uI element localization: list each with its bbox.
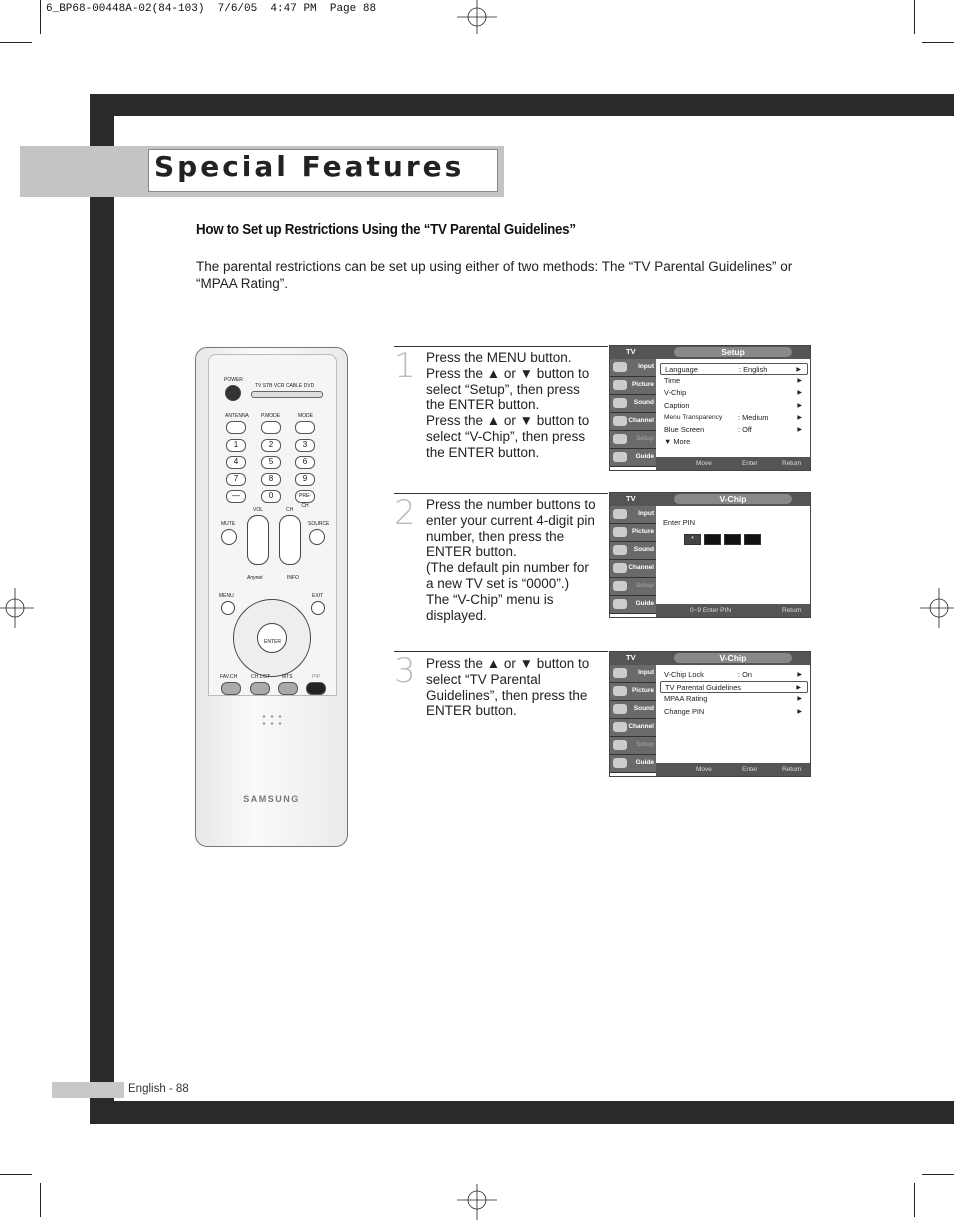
sidebar-item-channel[interactable]: Channel (610, 719, 656, 737)
header-band (90, 94, 954, 116)
enter-button[interactable] (257, 623, 287, 653)
mute-label: MUTE (221, 521, 236, 527)
registration-mark-icon (457, 1180, 497, 1220)
favch-button[interactable] (221, 682, 241, 695)
step-line: Press the ▲ or ▼ button to (426, 413, 590, 429)
picture-icon (613, 527, 627, 537)
pip-label: PIP (312, 674, 321, 680)
crop-mark (0, 1174, 32, 1175)
enter-label: ENTER (264, 639, 281, 645)
exit-label: EXIT (312, 593, 324, 599)
sidebar-item-picture[interactable]: Picture (610, 377, 656, 395)
source-button[interactable] (309, 529, 325, 545)
arrow-right-icon: ▶ (797, 426, 802, 433)
sidebar-item-picture[interactable]: Picture (610, 683, 656, 701)
pin-digit-box[interactable] (704, 534, 721, 545)
screen-sidebar (610, 359, 656, 467)
sound-icon (613, 398, 627, 408)
tv-label: TV (626, 653, 636, 662)
step-divider (394, 651, 608, 652)
brand-logo: SAMSUNG (243, 794, 300, 804)
guide-icon (613, 599, 627, 609)
digit-button[interactable]: 9 (295, 473, 315, 486)
digit-button[interactable]: 4 (226, 456, 246, 469)
footer-move: Move (696, 460, 712, 467)
step-line: displayed. (426, 607, 487, 623)
setup-icon (613, 434, 627, 444)
exit-button[interactable] (311, 601, 325, 615)
registration-mark-icon (914, 588, 954, 628)
digit-button[interactable]: 5 (261, 456, 281, 469)
step-line: number, then press the (426, 528, 565, 544)
pin-prompt: Enter PIN (663, 518, 696, 527)
screen-sidebar (610, 506, 656, 614)
sound-icon (613, 704, 627, 714)
footer-band (90, 1101, 954, 1124)
channel-icon (613, 563, 627, 573)
arrow-right-icon: ▶ (796, 367, 801, 373)
step-line: the ENTER button. (426, 444, 540, 460)
step-number: 3 (394, 651, 416, 691)
chlist-label: CH.LIST (251, 674, 271, 680)
arrow-right-icon: ▶ (797, 390, 802, 397)
sidebar-item-channel[interactable]: Channel (610, 560, 656, 578)
picture-icon (613, 380, 627, 390)
arrow-right-icon: ▶ (797, 378, 802, 385)
sound-icon (613, 545, 627, 555)
dash-button[interactable]: — (226, 490, 246, 503)
arrow-right-icon: ▶ (797, 414, 802, 421)
page-number: English - 88 (128, 1083, 189, 1095)
screen-sidebar (610, 665, 656, 773)
mute-button[interactable] (221, 529, 237, 545)
sidebar-item-setup[interactable]: Setup (610, 578, 656, 596)
footer-move: Move (696, 766, 712, 773)
menu-title: V-Chip (674, 494, 792, 504)
input-icon (613, 668, 627, 678)
pip-button[interactable] (306, 682, 326, 695)
sidebar-item-guide[interactable]: Guide (610, 755, 656, 773)
info-label: INFO (287, 575, 299, 581)
footer-return: Return (782, 607, 802, 614)
footer-enter: Enter (742, 766, 758, 773)
digit-button[interactable]: 6 (295, 456, 315, 469)
screen-footer (656, 763, 810, 776)
menu-item-vchip-lock[interactable]: V-Chip Lock : On ▶ (664, 670, 802, 679)
step-number: 1 (394, 346, 416, 386)
channel-icon (613, 722, 627, 732)
step-line: enter your current 4-digit pin (426, 512, 595, 528)
channel-icon (613, 416, 627, 426)
screen-footer (656, 604, 810, 617)
setup-menu-screen (609, 345, 811, 471)
screen-footer (656, 457, 810, 470)
guide-icon (613, 758, 627, 768)
setup-icon (613, 740, 627, 750)
crop-mark (914, 0, 915, 34)
favch-label: FAV.CH (220, 674, 238, 680)
mts-button[interactable] (278, 682, 298, 695)
pin-digit-box[interactable] (744, 534, 761, 545)
sidebar-item-picture[interactable]: Picture (610, 524, 656, 542)
sidebar-item-sound[interactable]: Sound (610, 395, 656, 413)
step-line: the ENTER button. (426, 397, 540, 413)
menu-item-language[interactable]: Language : English ▶ (660, 363, 808, 375)
sidebar-item-sound[interactable]: Sound (610, 542, 656, 560)
input-icon (613, 362, 627, 372)
pin-digit-box[interactable] (724, 534, 741, 545)
step-line: select “V-Chip”, then press (426, 428, 586, 444)
sidebar-item-guide[interactable]: Guide (610, 596, 656, 614)
menu-list (660, 669, 808, 718)
sidebar-item-input[interactable]: Input (610, 359, 656, 377)
digit-button[interactable]: 2 (261, 439, 281, 452)
remote-button-panel (208, 354, 337, 696)
vchip-pin-screen (609, 492, 811, 618)
arrow-right-icon: ▶ (796, 685, 801, 692)
step-line: Press the number buttons to (426, 497, 596, 512)
step-line: ENTER button. (426, 544, 517, 560)
step-number: 2 (394, 493, 416, 533)
arrow-right-icon: ▶ (797, 696, 802, 703)
vchip-menu-screen (609, 651, 811, 777)
ir-dots (260, 713, 284, 727)
intro-paragraph: The parental restrictions can be set up using either of two methods: The “TV Parental Guidelines” or “MPAA Rating”. (196, 259, 793, 291)
step-divider (394, 346, 608, 347)
antenna-button[interactable] (226, 421, 246, 434)
menu-title: V-Chip (674, 653, 792, 663)
sidebar-item-channel[interactable]: Channel (610, 413, 656, 431)
mode-labels: TV STB VCR CABLE DVD (255, 383, 315, 389)
input-icon (613, 509, 627, 519)
guide-icon (613, 452, 627, 462)
crop-mark (914, 1183, 915, 1217)
mode-button[interactable] (295, 421, 315, 434)
step-line: Press the MENU button. (426, 350, 572, 365)
source-label: SOURCE (308, 521, 330, 527)
step-line: ENTER button. (426, 703, 517, 719)
power-label: POWER (224, 377, 243, 383)
arrow-right-icon: ▶ (797, 402, 802, 409)
sidebar-item-input[interactable]: Input (610, 506, 656, 524)
prech-button[interactable]: PRE-CH (295, 490, 315, 503)
mode-slider[interactable] (251, 391, 323, 398)
channel-rocker[interactable] (279, 515, 301, 565)
footer-tab (52, 1082, 124, 1098)
sidebar-item-setup[interactable]: Setup (610, 431, 656, 449)
sidebar-item-sound[interactable]: Sound (610, 701, 656, 719)
arrow-right-icon: ▶ (797, 672, 802, 678)
menu-item-vchip[interactable]: V-Chip ▶ (664, 388, 802, 398)
sidebar-item-setup[interactable]: Setup (610, 737, 656, 755)
step-line: Press the ▲ or ▼ button to (426, 365, 590, 381)
step-1-text (426, 350, 610, 461)
volume-rocker[interactable] (247, 515, 269, 565)
tv-label: TV (626, 494, 636, 503)
step-line: select “Setup”, then press (426, 381, 580, 397)
registration-mark-icon (0, 588, 40, 628)
chlist-button[interactable] (250, 682, 270, 695)
footer-return: Return (782, 766, 802, 773)
pmode-label: P.MODE (261, 413, 281, 419)
remote-control (195, 347, 348, 847)
digit-button[interactable]: 7 (226, 473, 246, 486)
digit-button[interactable]: 8 (261, 473, 281, 486)
sidebar-item-guide[interactable]: Guide (610, 449, 656, 467)
sidebar-item-input[interactable]: Input (610, 665, 656, 683)
menu-button[interactable] (221, 601, 235, 615)
footer-enter-pin: 0~9 Enter PIN (690, 607, 732, 614)
mode-label: MODE (298, 413, 313, 419)
arrow-right-icon: ▶ (797, 708, 802, 715)
digit-button[interactable]: 0 (261, 490, 281, 503)
menu-item-transparency[interactable]: Menu Transparency : Medium ▶ (664, 412, 802, 422)
vol-label: VOL (253, 507, 264, 513)
menu-list (660, 363, 808, 448)
crop-mark (922, 1174, 954, 1175)
step-2-text (426, 497, 610, 623)
pin-digit-box[interactable]: * (684, 534, 701, 545)
menu-item-change-pin[interactable]: Change PIN ▶ (664, 706, 802, 716)
power-button[interactable] (225, 385, 241, 401)
menu-label: MENU (219, 593, 234, 599)
menu-item-mpaa-rating[interactable]: MPAA Rating ▶ (664, 694, 802, 704)
print-slug: 6_BP68-00448A-02(84-103) 7/6/05 4:47 PM Page 88 (46, 3, 377, 15)
footer-return: Return (782, 460, 802, 467)
pmode-button[interactable] (261, 421, 281, 434)
mts-label: MTS (282, 674, 293, 680)
crop-mark (922, 42, 954, 43)
digit-button[interactable]: 1 (226, 439, 246, 452)
page-title: Special Features (154, 150, 465, 183)
step-line: Press the ▲ or ▼ button to (426, 656, 590, 671)
registration-mark-icon (457, 0, 497, 40)
crop-mark (40, 1183, 41, 1217)
menu-item-blue-screen[interactable]: Blue Screen : Off ▶ (664, 424, 802, 434)
step-line: (The default pin number for (426, 560, 589, 576)
setup-icon (613, 581, 627, 591)
antenna-label: ANTENNA (225, 413, 249, 419)
menu-item-caption[interactable]: Caption ▶ (664, 400, 802, 410)
menu-item-tv-parental-guidelines[interactable]: TV Parental Guidelines ▶ (660, 681, 808, 693)
digit-button[interactable]: 3 (295, 439, 315, 452)
left-band (90, 94, 114, 1124)
ch-label: CH (286, 507, 294, 513)
menu-item-time[interactable]: Time ▶ (664, 376, 802, 386)
crop-mark (0, 42, 32, 43)
section-heading: How to Set up Restrictions Using the “TV Parental Guidelines” (196, 222, 576, 238)
picture-icon (613, 686, 627, 696)
anynet-label: Anynet (247, 575, 263, 581)
step-line: Guidelines”, then press the (426, 687, 588, 703)
footer-enter: Enter (742, 460, 758, 467)
step-line: a new TV set is “0000”.) (426, 575, 570, 591)
menu-item-more[interactable]: ▼ More (664, 437, 691, 447)
step-line: select “TV Parental (426, 671, 541, 687)
step-divider (394, 493, 608, 494)
step-3-text (426, 656, 610, 719)
menu-title: Setup (674, 347, 792, 357)
step-line: The “V-Chip” menu is (426, 591, 554, 607)
tv-label: TV (626, 347, 636, 356)
crop-mark (40, 0, 41, 34)
